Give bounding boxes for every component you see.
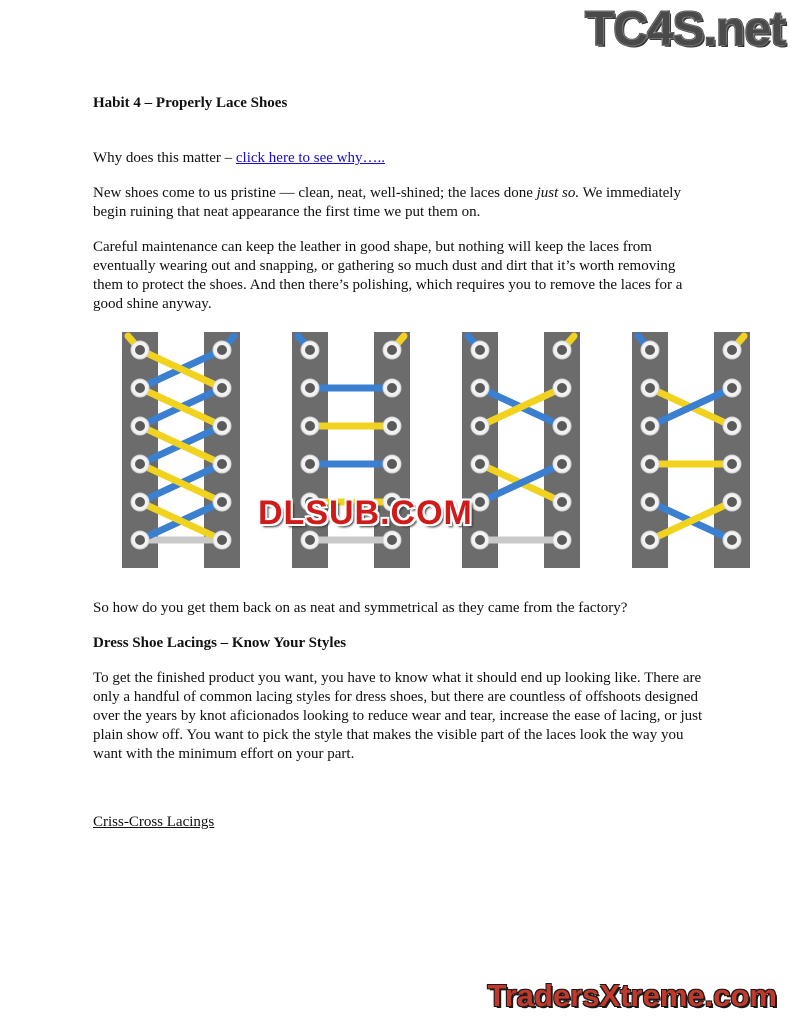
eyelet-hole [387, 383, 397, 393]
eyelet-hole [557, 535, 567, 545]
eyelet-hole [645, 421, 655, 431]
criss-cross-heading[interactable]: Criss-Cross Lacings [93, 814, 215, 830]
eyelet-hole [217, 459, 227, 469]
why-prefix: Why does this matter – [93, 150, 236, 166]
para1-before: New shoes come to us pristine — clean, neat, well-shined; the laces done [93, 185, 537, 201]
eyelet-hole [305, 421, 315, 431]
eyelet-hole [645, 459, 655, 469]
para1-italic: just so. [536, 185, 580, 201]
eyelet-hole [475, 535, 485, 545]
eyelet-hole [305, 459, 315, 469]
paragraph-styles: To get the finished product you want, you have to know what it should end up looking like. There are only a handful of common lacing styles for dress shoes, but there are countless of offshoots designed over the years by knot aficionados looking to reduce wear and tear, increase the ease of lacing, or just plain show off. You want to pick the style that makes the visible part of the laces look the way you want with the minimum effort on your part. [93, 670, 703, 762]
eyelet-hole [557, 383, 567, 393]
page-heading: Habit 4 – Properly Lace Shoes [93, 95, 288, 111]
eyelet-hole [475, 345, 485, 355]
eyelet-hole [475, 459, 485, 469]
eyelet-hole [217, 345, 227, 355]
tc4s-watermark: TC4S.net [584, 3, 785, 56]
why-link[interactable]: click here to see why….. [235, 150, 386, 166]
eyelet-hole [305, 535, 315, 545]
eyelet-hole [645, 535, 655, 545]
tradersxtreme-watermark: TradersXtreme.com [487, 978, 777, 1013]
eyelet-hole [475, 383, 485, 393]
eyelet-hole [727, 459, 737, 469]
eyelet-hole [387, 421, 397, 431]
dlsub-watermark: DLSUB.COM [258, 494, 473, 532]
eyelet-hole [135, 535, 145, 545]
eyelet-hole [387, 459, 397, 469]
eyelet-hole [135, 497, 145, 507]
eyelet-hole [305, 345, 315, 355]
eyelet-hole [727, 497, 737, 507]
section-heading: Dress Shoe Lacings – Know Your Styles [93, 635, 347, 651]
eyelet-hole [135, 421, 145, 431]
paragraph-question: So how do you get them back on as neat and symmetrical as they came from the factory? [93, 600, 628, 616]
why-line [93, 149, 703, 168]
eyelet-hole [305, 383, 315, 393]
eyelet-hole [135, 459, 145, 469]
eyelet-hole [557, 497, 567, 507]
eyelet-hole [135, 345, 145, 355]
eyelet-hole [727, 535, 737, 545]
paragraph-maintenance: Careful maintenance can keep the leather in good shape, but nothing will keep the laces from eventually wearing out and snapping, or gathering so much dust and dirt that it’s worth removing them to protect the shoes. And then there’s polishing, which requires you to remove the laces for a good shine anyway. [93, 239, 683, 312]
eyelet-hole [557, 421, 567, 431]
para1-after: We immediately begin ruining that neat appearance the first time we put them on. [93, 185, 681, 220]
eyelet-hole [217, 497, 227, 507]
eyelet-hole [727, 345, 737, 355]
eyelet-hole [557, 459, 567, 469]
eyelet-hole [475, 421, 485, 431]
eyelet-hole [557, 345, 567, 355]
eyelet-hole [387, 345, 397, 355]
eyelet-hole [217, 421, 227, 431]
eyelet-hole [645, 345, 655, 355]
eyelet-hole [645, 497, 655, 507]
eyelet-hole [135, 383, 145, 393]
eyelet-hole [217, 535, 227, 545]
paragraph-new-shoes [93, 184, 703, 222]
eyelet-hole [645, 383, 655, 393]
eyelet-hole [727, 421, 737, 431]
eyelet-hole [475, 497, 485, 507]
eyelet-hole [387, 535, 397, 545]
eyelet-hole [217, 383, 227, 393]
eyelet-hole [727, 383, 737, 393]
